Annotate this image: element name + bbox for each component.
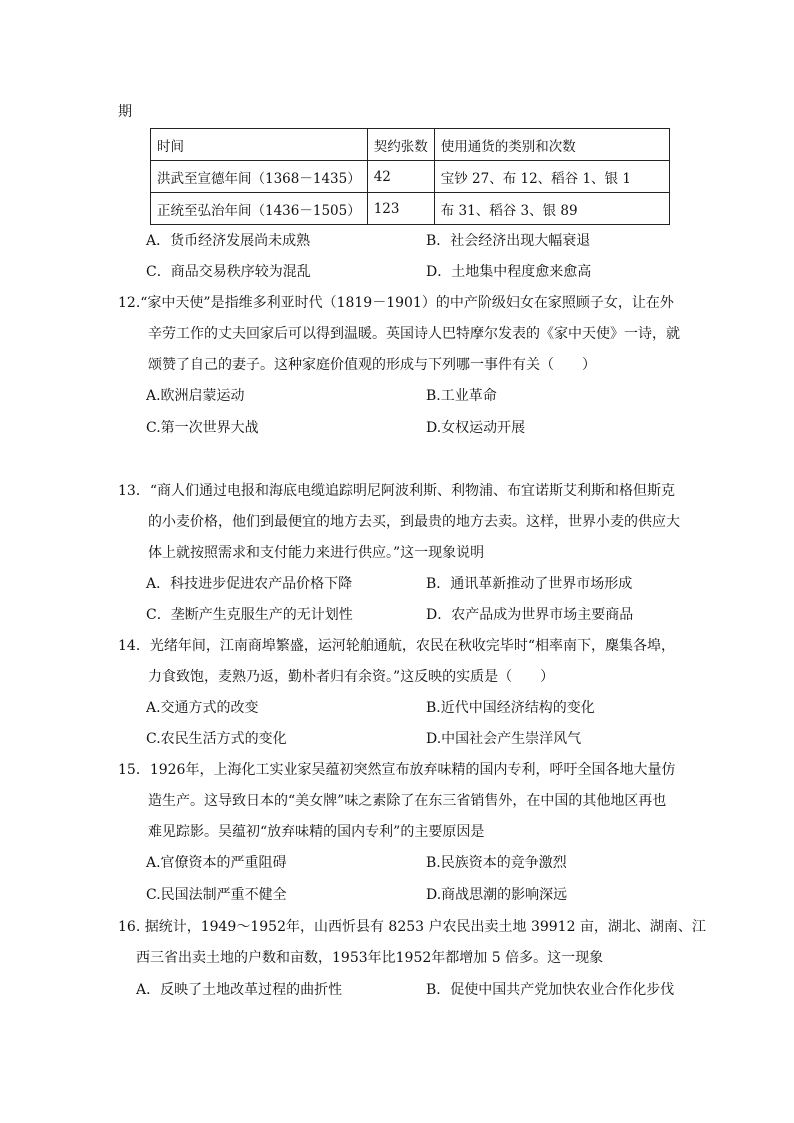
q14-option-d: D.中国社会产生崇洋风气: [426, 731, 582, 747]
q15-stem-line-2: 造生产。这导致日本的“美女牌”味之素除了在东三省销售外，在中国的其他地区再也: [148, 793, 667, 809]
q12-option-a: A.欧洲启蒙运动: [146, 388, 245, 404]
q14-option-c: C.农民生活方式的变化: [146, 731, 287, 747]
table-cell: 正统至弘治年间（1436－1505）: [151, 193, 368, 225]
q13-option-a: A．科技进步促进农产品价格下降: [146, 576, 353, 592]
q16-option-a: A．反映了土地改革过程的曲折性: [136, 982, 343, 998]
q13-option-c: C．垄断产生克服生产的无计划性: [146, 607, 353, 623]
q13-option-b: B．通讯革新推动了世界市场形成: [426, 576, 633, 592]
table-header-time: 时间: [151, 129, 368, 161]
q14-option-b: B.近代中国经济结构的变化: [426, 700, 595, 716]
q15-option-b: B.民族资本的竞争激烈: [426, 855, 567, 871]
q15-stem-line-3: 难见踪影。吴蕴初“放弃味精的国内专利”的主要原因是: [148, 824, 485, 840]
table-cell: 42: [367, 161, 434, 193]
currency-usage-table: [150, 128, 670, 225]
q16-option-b: B．促使中国共产党加快农业合作化步伐: [426, 982, 675, 998]
q13-stem-line-3: 体上就按照需求和支付能力来进行供应。”这一现象说明: [148, 545, 485, 561]
q14-stem-line-1: 14．光绪年间，江南商埠繁盛，运河轮舶通航，农民在秋收完毕时“相率南下，麇集各埠，: [118, 638, 675, 654]
previous-page-fragment: 期: [118, 104, 132, 120]
table-cell: 布 31、稻谷 3、银 89: [434, 193, 669, 225]
q13-option-d: D．农产品成为世界市场主要商品: [426, 607, 634, 623]
q11-option-a: A．货币经济发展尚未成熟: [146, 233, 311, 249]
q15-option-d: D.商战思潮的影响深远: [426, 887, 568, 903]
q12-option-b: B.工业革命: [426, 388, 497, 404]
table-cell: 宝钞 27、布 12、稻谷 1、银 1: [434, 161, 669, 193]
q16-stem-line-2: 西三省出卖土地的户数和亩数，1953年比1952年都增加 5 倍多。这一现象: [136, 950, 604, 966]
table-cell: 洪武至宣德年间（1368－1435）: [151, 161, 368, 193]
q12-stem-line-1: 12.“家中天使”是指维多利亚时代（1819－1901）的中产阶级妇女在家照顾子女，让在外: [118, 295, 674, 311]
q13-stem-line-2: 的小麦价格，他们到最便宜的地方去买，到最贵的地方去卖。这样，世界小麦的供应大: [148, 514, 680, 530]
q16-stem-line-1: 16. 据统计，1949～1952年，山西忻县有 8253 户农民出卖土地 39912 亩，湖北、湖南、江: [118, 919, 706, 935]
table-header-contracts: 契约张数: [367, 129, 434, 161]
q12-option-d: D.女权运动开展: [426, 420, 526, 436]
q11-option-b: B．社会经济出现大幅衰退: [426, 233, 591, 249]
q11-option-c: C．商品交易秩序较为混乱: [146, 264, 311, 280]
table-header-row: [151, 129, 670, 161]
q12-stem-line-2: 辛劳工作的丈夫回家后可以得到温暖。英国诗人巴特摩尔发表的《家中天使》一诗，就: [148, 326, 680, 342]
q11-option-d: D．土地集中程度愈来愈高: [426, 264, 592, 280]
q15-option-a: A.官僚资本的严重阻碍: [146, 855, 287, 871]
q15-stem-line-1: 15．1926年，上海化工实业家吴蕴初突然宣布放弃味精的国内专利，呼吁全国各地大量仿: [118, 762, 676, 778]
q13-stem-line-1: 13．“商人们通过电报和海底电缆追踪明尼阿波利斯、利物浦、布宜诺斯艾利斯和格但斯克: [118, 483, 675, 499]
table-row: [151, 193, 670, 225]
q15-option-c: C.民国法制严重不健全: [146, 887, 287, 903]
table-row: [151, 161, 670, 193]
q12-option-c: C.第一次世界大战: [146, 420, 259, 436]
table-cell: 123: [367, 193, 434, 225]
table-header-currency: 使用通货的类别和次数: [434, 129, 669, 161]
q14-stem-line-2: 力食致饱，麦熟乃返，勤朴者归有余资。”这反映的实质是（ ）: [148, 669, 555, 685]
q14-option-a: A.交通方式的改变: [146, 700, 259, 716]
q12-stem-line-3: 颂赞了自己的妻子。这种家庭价值观的形成与下列哪一事件有关（ ）: [148, 357, 596, 373]
